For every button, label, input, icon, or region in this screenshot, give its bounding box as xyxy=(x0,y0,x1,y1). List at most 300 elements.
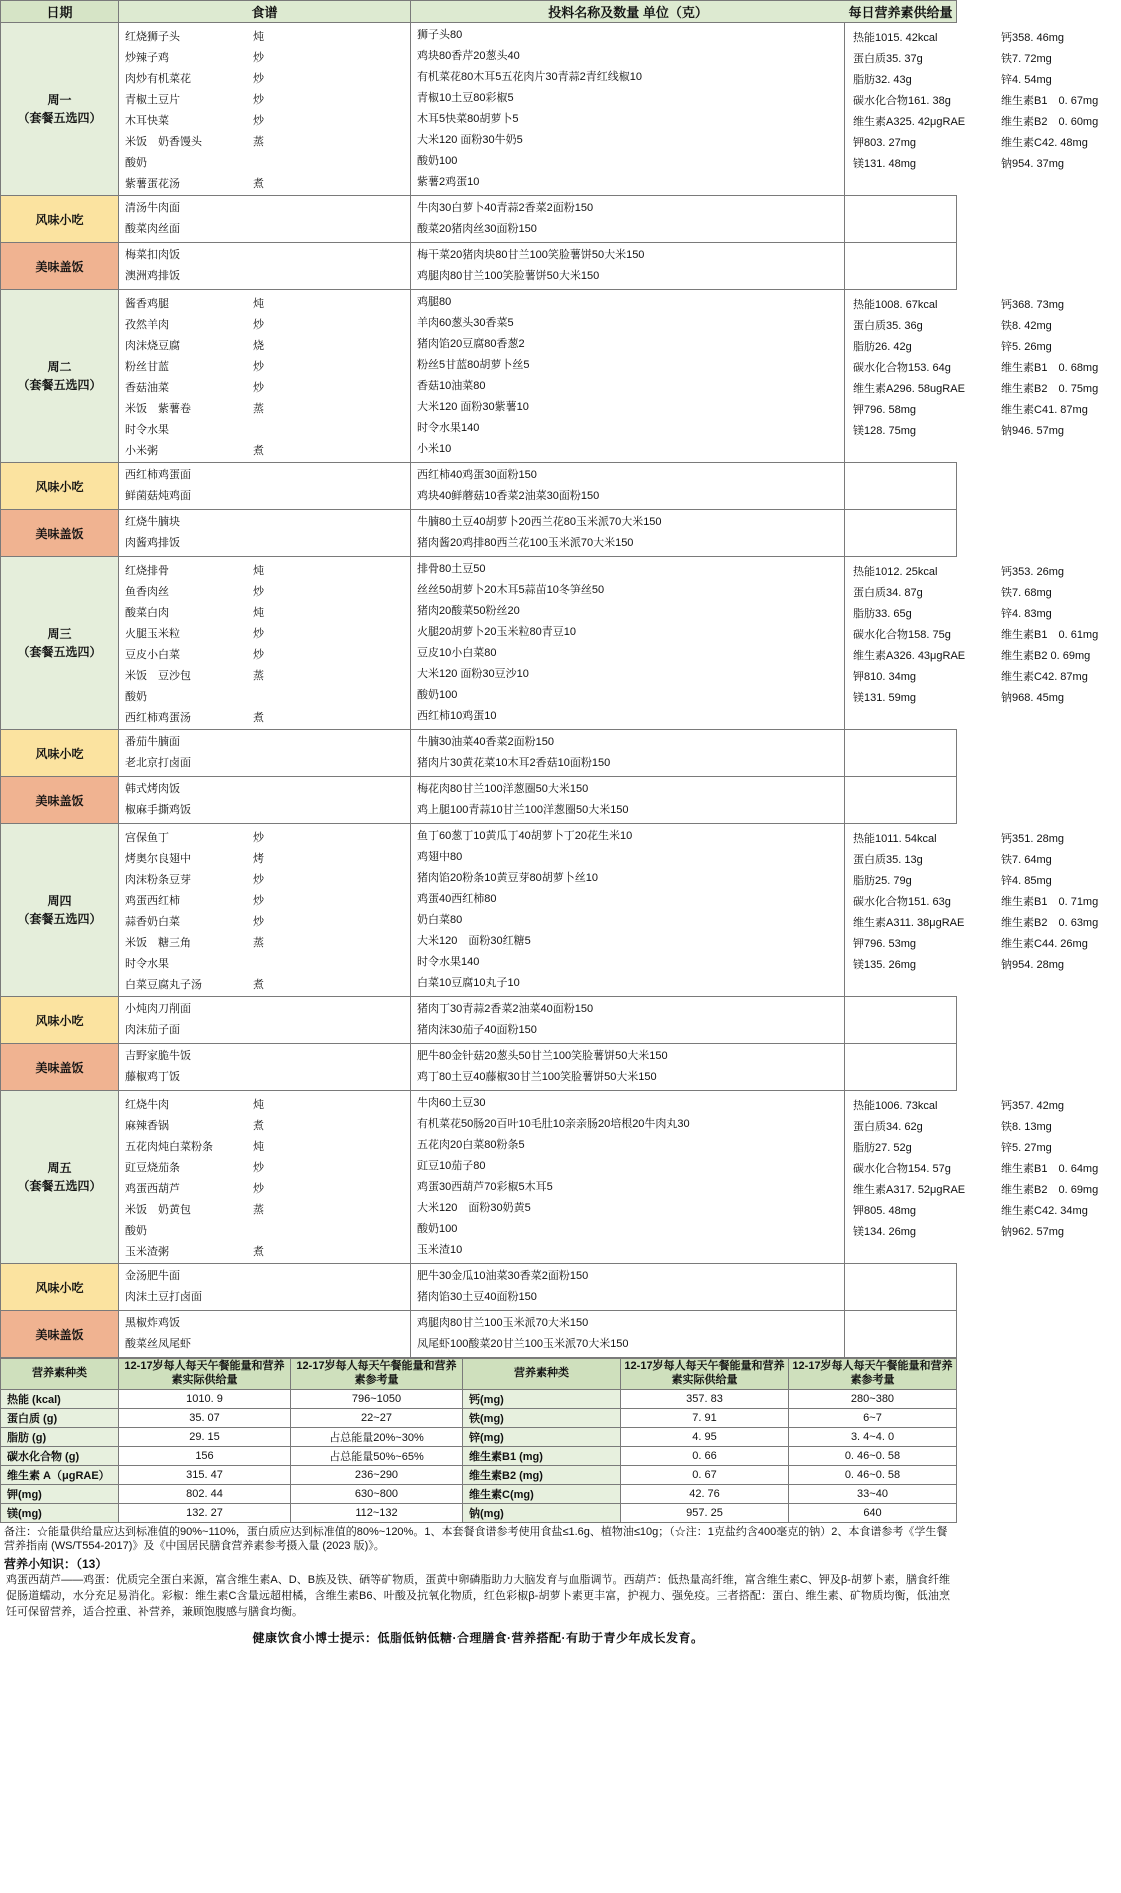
rice-bowl-ingredient-line: 肥牛80金针菇20葱头50甘兰100笑脸薯饼50大米150 xyxy=(417,1050,668,1062)
dish-item xyxy=(119,355,410,376)
nutrition-right: 维生素C42. 48mg xyxy=(1001,136,1088,149)
nutrition-right: 维生素B2 0. 63mg xyxy=(1001,916,1099,929)
rice-bowl-ingredients xyxy=(411,243,957,290)
menu-day-row xyxy=(1,824,957,997)
summary-row xyxy=(1,1446,957,1465)
nutrition-line xyxy=(853,335,1121,356)
rice-bowl-ingredient-line: 梅花肉80甘兰100洋葱圈50大米150 xyxy=(417,783,589,795)
nutrition-line xyxy=(853,293,1121,314)
dish-item xyxy=(119,397,410,418)
snack-ingredient-line: 牛肉30白萝卜40青蒜2香菜2面粉150 xyxy=(417,202,594,214)
nutrition-left: 维生素A325. 42μgRAE xyxy=(853,115,966,128)
nutrient-value: 42. 76 xyxy=(621,1484,789,1503)
ingredient-line: 鱼丁60葱丁10黄瓜丁40胡萝卜丁20花生米10 xyxy=(417,830,633,842)
dish-method: 炖 xyxy=(253,1098,264,1111)
dish-method: 炒 xyxy=(253,627,264,640)
nutrition-right: 维生素B2 0. 69mg xyxy=(1001,1183,1099,1196)
nutrition-right: 铁7. 64mg xyxy=(1001,853,1052,866)
snack-name: 番茄牛腩面 xyxy=(125,736,180,748)
nutrient-value: 112~132 xyxy=(291,1503,463,1522)
nutrition-right: 维生素B1 0. 64mg xyxy=(1001,1162,1099,1175)
nutrient-value: 3. 4~4. 0 xyxy=(789,1427,957,1446)
dish-name: 豇豆烧茄条 xyxy=(125,1161,180,1174)
header-nutrition: 每日营养素供给量 xyxy=(848,5,953,20)
nutrition-left: 蛋白质35. 36g xyxy=(853,319,923,332)
nutrition-right: 钠954. 37mg xyxy=(1001,157,1064,170)
ingredient-line: 五花肉20白菜80粉条5 xyxy=(417,1139,525,1151)
dish-item xyxy=(119,88,410,109)
dish-name: 粉丝甘蓝 xyxy=(125,360,169,373)
header-menu: 食谱 xyxy=(119,1,411,23)
dish-item xyxy=(119,109,410,130)
nutrient-value: 0. 46~0. 58 xyxy=(789,1446,957,1465)
snack-ingredient-line: 鸡块40鲜蘑菇10香菜2油菜30面粉150 xyxy=(417,490,600,502)
nutrition-right: 锌5. 26mg xyxy=(1001,340,1052,353)
nutrition-right: 维生素B1 0. 61mg xyxy=(1001,628,1099,641)
dish-item xyxy=(119,1114,410,1135)
dish-name: 红烧牛肉 xyxy=(125,1098,169,1111)
dish-method: 炒 xyxy=(253,915,264,928)
ingredient-line: 酸奶100 xyxy=(417,155,458,167)
snack-ingredient-line: 猪肉片30黄花菜10木耳2香菇10面粉150 xyxy=(417,757,611,769)
nutrient-value: 796~1050 xyxy=(291,1389,463,1408)
dish-method: 炒 xyxy=(253,114,264,127)
dish-name: 青椒土豆片 xyxy=(125,93,180,106)
ingredient-line: 时令水果140 xyxy=(417,956,480,968)
dish-item xyxy=(119,664,410,685)
nutrition-line xyxy=(853,1220,1121,1241)
nutrition-left: 蛋白质35. 37g xyxy=(853,52,923,65)
ingredient-line: 白菜10豆腐10丸子10 xyxy=(417,977,520,989)
ingredient-line: 大米120 面粉30豆沙10 xyxy=(417,668,529,680)
dish-item xyxy=(119,706,410,727)
summary-row xyxy=(1,1503,957,1522)
rice-bowl-ingredient-line: 猪肉酱20鸡排80西兰花100玉米派70大米150 xyxy=(417,537,634,549)
ingredient-line: 丝丝50胡萝卜20木耳5蒜苗10冬笋丝50 xyxy=(417,584,605,596)
dish-method: 炖 xyxy=(253,564,264,577)
dish-item xyxy=(119,931,410,952)
nutrition-right: 钠968. 45mg xyxy=(1001,691,1064,704)
ingredient-line: 猪肉馅20粉条10黄豆芽80胡萝卜丝10 xyxy=(417,872,598,884)
nutrient-value: 6~7 xyxy=(789,1408,957,1427)
nutrient-name: 钙(mg) xyxy=(463,1389,621,1408)
nutrient-name: 维生素B1 (mg) xyxy=(463,1446,621,1465)
dish-name: 鸡蛋西葫芦 xyxy=(125,1182,180,1195)
ingredients-and-nutrition xyxy=(411,1091,1099,1264)
dish-method: 炖 xyxy=(253,1140,264,1153)
ingredient-line: 羊肉60葱头30香菜5 xyxy=(417,317,514,329)
snack-label: 风味小吃 xyxy=(1,196,119,243)
nutrition-line xyxy=(853,581,1121,602)
dish-name: 时令水果 xyxy=(125,423,169,436)
ingredient-line: 青椒10土豆80彩椒5 xyxy=(417,92,514,104)
summary-header-row xyxy=(1,1359,957,1390)
nutrition-left: 脂肪25. 79g xyxy=(853,874,912,887)
ingredient-line: 粉丝5甘蓝80胡萝卜丝5 xyxy=(417,359,530,371)
nutrition-right: 钠962. 57mg xyxy=(1001,1225,1064,1238)
ingredient-line: 奶白菜80 xyxy=(417,914,463,926)
nutrient-value: 0. 67 xyxy=(621,1465,789,1484)
rice-bowl-name: 肉酱鸡排饭 xyxy=(125,537,180,549)
dish-method: 炖 xyxy=(253,606,264,619)
dish-item xyxy=(119,67,410,88)
nutrition-line xyxy=(853,623,1121,644)
dish-name: 酸奶 xyxy=(125,690,147,703)
rice-bowl-ingredient-line: 梅干菜20猪肉块80甘兰100笑脸薯饼50大米150 xyxy=(417,249,645,261)
summary-row xyxy=(1,1427,957,1446)
rice-bowl-name: 吉野家脆牛饭 xyxy=(125,1050,191,1062)
dish-item xyxy=(119,826,410,847)
snack-name-list xyxy=(119,196,411,243)
dish-item xyxy=(119,151,410,172)
ingredient-line: 火腿20胡萝卜20玉米粒80青豆10 xyxy=(417,626,576,638)
ingredient-line: 有机菜花80木耳5五花肉片30青蒜2青红线椒10 xyxy=(417,71,642,83)
dish-list xyxy=(119,290,411,463)
dish-item xyxy=(119,643,410,664)
day-label: 周二 （套餐五选四） xyxy=(1,290,119,463)
nutrition-left: 脂肪32. 43g xyxy=(853,73,912,86)
rice-bowl-label: 美味盖饭 xyxy=(1,1311,119,1358)
nutrient-value: 315. 47 xyxy=(119,1465,291,1484)
snack-ingredients xyxy=(411,1264,957,1311)
dish-method: 蒸 xyxy=(253,1203,264,1216)
dish-method: 炒 xyxy=(253,381,264,394)
knowledge-title: 营养小知识：（13） xyxy=(4,1557,108,1572)
rice-bowl-ingredient-line: 鸡丁80土豆40藤椒30甘兰100笑脸薯饼50大米150 xyxy=(417,1071,657,1083)
nutrition-line xyxy=(853,398,1121,419)
nutrition-right: 维生素C41. 87mg xyxy=(1001,403,1088,416)
ingredient-line: 酸奶100 xyxy=(417,689,458,701)
nutrition-line xyxy=(853,47,1121,68)
summary-header-cell: 12-17岁每人每天午餐能量和营养素参考量 xyxy=(291,1359,463,1390)
nutrition-line xyxy=(853,644,1121,665)
dish-item xyxy=(119,313,410,334)
ingredient-line: 狮子头80 xyxy=(417,29,463,41)
dish-method: 炒 xyxy=(253,72,264,85)
nutrition-summary-table xyxy=(0,1358,957,1523)
dish-method: 蒸 xyxy=(253,402,264,415)
nutrient-name: 铁(mg) xyxy=(463,1408,621,1427)
dish-name: 米饭 奶香馒头 xyxy=(125,135,202,148)
nutrient-value: 357. 83 xyxy=(621,1389,789,1408)
dish-name: 玉米渣粥 xyxy=(125,1245,169,1258)
nutrient-value: 22~27 xyxy=(291,1408,463,1427)
menu-day-row xyxy=(1,557,957,730)
nutrition-line xyxy=(853,1094,1121,1115)
dish-name: 肉炒有机菜花 xyxy=(125,72,191,85)
dish-method: 炒 xyxy=(253,585,264,598)
dish-item xyxy=(119,439,410,460)
nutrition-right: 锌4. 85mg xyxy=(1001,874,1052,887)
dish-method: 蒸 xyxy=(253,135,264,148)
nutrition-left: 热能1011. 54kcal xyxy=(853,832,937,845)
dish-item xyxy=(119,580,410,601)
nutrition-line xyxy=(853,953,1121,974)
snack-ingredients xyxy=(411,463,957,510)
dish-method: 蒸 xyxy=(253,936,264,949)
nutrition-left: 碳水化合物161. 38g xyxy=(853,94,951,107)
ingredients-and-nutrition xyxy=(411,23,1099,196)
summary-header-cell: 12-17岁每人每天午餐能量和营养素实际供给量 xyxy=(621,1359,789,1390)
dish-method: 煮 xyxy=(253,978,264,991)
rice-bowl-name: 酸菜丝凤尾虾 xyxy=(125,1338,191,1350)
menu-day-row xyxy=(1,1091,957,1264)
nutrition-left: 热能1015. 42kcal xyxy=(853,31,938,44)
nutrition-left: 蛋白质34. 87g xyxy=(853,586,923,599)
nutrition-line xyxy=(853,560,1121,581)
nutrition-line xyxy=(853,356,1121,377)
nutrient-name: 维生素C(mg) xyxy=(463,1484,621,1503)
ingredient-line: 大米120 面粉30紫薯10 xyxy=(417,401,529,413)
dish-item xyxy=(119,868,410,889)
ingredients-and-nutrition xyxy=(411,557,1099,730)
dish-method: 炒 xyxy=(253,894,264,907)
nutrient-value: 0. 66 xyxy=(621,1446,789,1465)
dish-method: 蒸 xyxy=(253,669,264,682)
ingredient-line: 木耳5快菜80胡萝卜5 xyxy=(417,113,519,125)
ingredient-line: 紫薯2鸡蛋10 xyxy=(417,176,480,188)
ingredient-line: 时令水果140 xyxy=(417,422,480,434)
nutrition-left: 蛋白质34. 62g xyxy=(853,1120,923,1133)
footer-tip: 健康饮食小博士提示：低脂低钠低糖·合理膳食·营养搭配·有助于青少年成长发育。 xyxy=(252,1631,704,1645)
nutrition-left: 钾803. 27mg xyxy=(853,136,916,149)
nutrition-line xyxy=(853,932,1121,953)
rice-bowl-row xyxy=(1,1044,957,1091)
nutrition-left: 维生素A311. 38μgRAE xyxy=(853,916,965,929)
dish-item xyxy=(119,910,410,931)
dish-name: 红烧排骨 xyxy=(125,564,169,577)
nutrition-right: 钠954. 28mg xyxy=(1001,958,1064,971)
rice-bowl-name: 梅菜扣肉饭 xyxy=(125,249,180,261)
rice-bowl-row xyxy=(1,1311,957,1358)
dish-method: 炒 xyxy=(253,318,264,331)
snack-name: 金汤肥牛面 xyxy=(125,1270,180,1282)
ingredient-line: 鸡块80香芹20葱头40 xyxy=(417,50,520,62)
snack-ingredient-line: 猪肉馅30土豆40面粉150 xyxy=(417,1291,537,1303)
nutrition-right: 维生素B1 0. 68mg xyxy=(1001,361,1099,374)
dish-item xyxy=(119,1093,410,1114)
rice-bowl-ingredients xyxy=(411,777,957,824)
dish-item xyxy=(119,1240,410,1261)
rice-bowl-ingredient-line: 鸡上腿100青蒜10甘兰100洋葱圈50大米150 xyxy=(417,804,629,816)
day-label: 周三 （套餐五选四） xyxy=(1,557,119,730)
dish-item xyxy=(119,334,410,355)
dish-method: 煮 xyxy=(253,177,264,190)
nutrition-left: 碳水化合物158. 75g xyxy=(853,628,951,641)
menu-day-row xyxy=(1,23,957,196)
dish-item xyxy=(119,25,410,46)
nutrition-left: 碳水化合物151. 63g xyxy=(853,895,951,908)
dish-item xyxy=(119,1177,410,1198)
nutrition-line xyxy=(853,1157,1121,1178)
dish-name: 白菜豆腐丸子汤 xyxy=(125,978,202,991)
snack-ingredient-line: 酸菜20猪肉丝30面粉150 xyxy=(417,223,537,235)
nutrient-value: 630~800 xyxy=(291,1484,463,1503)
nutrition-left: 镁131. 59mg xyxy=(853,691,916,704)
ingredient-line: 牛肉60土豆30 xyxy=(417,1097,486,1109)
nutrition-line xyxy=(853,377,1121,398)
dish-item xyxy=(119,1156,410,1177)
rice-bowl-name-list xyxy=(119,1044,411,1091)
dish-name: 宫保鱼丁 xyxy=(125,831,169,844)
nutrient-name: 热能 (kcal) xyxy=(1,1389,119,1408)
nutrient-value: 7. 91 xyxy=(621,1408,789,1427)
nutrition-right: 铁7. 68mg xyxy=(1001,586,1052,599)
dish-method: 炒 xyxy=(253,1161,264,1174)
nutrition-left: 热能1012. 25kcal xyxy=(853,565,938,578)
dish-method: 煮 xyxy=(253,444,264,457)
snack-name: 鲜菌菇炖鸡面 xyxy=(125,490,191,502)
nutrition-line xyxy=(853,152,1121,173)
nutrition-line xyxy=(853,1136,1121,1157)
nutrition-right: 维生素B2 0. 75mg xyxy=(1001,382,1099,395)
day-label: 周四 （套餐五选四） xyxy=(1,824,119,997)
nutrition-left: 蛋白质35. 13g xyxy=(853,853,923,866)
dish-name: 西红柿鸡蛋汤 xyxy=(125,711,191,724)
ingredient-line: 鸡蛋30西葫芦70彩椒5木耳5 xyxy=(417,1181,553,1193)
dish-name: 酸菜白肉 xyxy=(125,606,169,619)
nutrition-left: 热能1006. 73kcal xyxy=(853,1099,938,1112)
nutrient-name: 维生素B2 (mg) xyxy=(463,1465,621,1484)
nutrient-value: 957. 25 xyxy=(621,1503,789,1522)
nutrition-line xyxy=(853,911,1121,932)
nutrition-right: 维生素B2 0. 69mg xyxy=(1001,649,1091,662)
rice-bowl-ingredient-line: 鸡腿肉80甘兰100玉米派70大米150 xyxy=(417,1317,589,1329)
nutrition-left: 钾796. 58mg xyxy=(853,403,916,416)
dish-method: 烧 xyxy=(253,339,264,352)
ingredient-line: 鸡翅中80 xyxy=(417,851,463,863)
rice-bowl-name-list xyxy=(119,777,411,824)
dish-method: 炖 xyxy=(253,30,264,43)
nutrition-left: 钾810. 34mg xyxy=(853,670,916,683)
dish-method: 煮 xyxy=(253,1119,264,1132)
nutrition-line xyxy=(853,1115,1121,1136)
dish-method: 炒 xyxy=(253,831,264,844)
summary-row xyxy=(1,1408,957,1427)
dish-name: 时令水果 xyxy=(125,957,169,970)
rice-bowl-name: 藤椒鸡丁饭 xyxy=(125,1071,180,1083)
dish-name: 麻辣香锅 xyxy=(125,1119,169,1132)
nutrition-left: 热能1008. 67kcal xyxy=(853,298,938,311)
nutrition-left: 镁134. 26mg xyxy=(853,1225,916,1238)
summary-header-cell: 12-17岁每人每天午餐能量和营养素实际供给量 xyxy=(119,1359,291,1390)
snack-name-list xyxy=(119,463,411,510)
summary-header-cell: 营养素种类 xyxy=(1,1359,119,1390)
dish-method: 炒 xyxy=(253,1182,264,1195)
nutrition-right: 锌4. 83mg xyxy=(1001,607,1052,620)
snack-ingredients xyxy=(411,196,957,243)
rice-bowl-name: 澳洲鸡排饭 xyxy=(125,270,180,282)
rice-bowl-row xyxy=(1,777,957,824)
nutrition-right: 维生素B1 0. 67mg xyxy=(1001,94,1099,107)
dish-name: 蒜香奶白菜 xyxy=(125,915,180,928)
nutrition-right: 钙358. 46mg xyxy=(1001,31,1064,44)
dish-name: 酱香鸡腿 xyxy=(125,297,169,310)
dish-item xyxy=(119,376,410,397)
knowledge-body: 鸡蛋西葫芦——鸡蛋：优质完全蛋白来源，富含维生素A、D、B族及铁、硒等矿物质，蛋黄中卵磷脂助力大脑发育与血脂调节。西葫芦：低热量高纤维，富含维生素C、钾及β-胡萝卜素，膳食纤维促肠道蠕动，水分充足易消化。彩椒：维生素C含量远超柑橘，含维生素B6、叶酸及抗氧化物质，红色彩椒β-胡萝卜素更丰富，护视力、强免疫。三者搭配：蛋白、维生素、矿物质均衡，低油烹饪可保留营养，适合控重、补营养，兼顾饱腹感与膳食均衡。 xyxy=(6,1574,950,1619)
ingredient-line: 豆皮10小白菜80 xyxy=(417,647,497,659)
nutrition-left: 脂肪33. 65g xyxy=(853,607,912,620)
nutrition-left: 维生素A326. 43μgRAE xyxy=(853,649,966,662)
nutrient-name: 维生素 A（μgRAE） xyxy=(1,1465,119,1484)
snack-name: 老北京打卤面 xyxy=(125,757,191,769)
snack-ingredient-line: 牛腩30油菜40香菜2面粉150 xyxy=(417,736,554,748)
dish-item xyxy=(119,172,410,193)
rice-bowl-ingredient-line: 凤尾虾100酸菜20甘兰100玉米派70大米150 xyxy=(417,1338,629,1350)
dish-item xyxy=(119,601,410,622)
dish-list xyxy=(119,23,411,196)
dish-item xyxy=(119,1198,410,1219)
snack-row xyxy=(1,196,957,243)
dish-name: 豆皮小白菜 xyxy=(125,648,180,661)
nutrition-right: 钠946. 57mg xyxy=(1001,424,1064,437)
dish-item xyxy=(119,559,410,580)
nutrition-line xyxy=(853,26,1121,47)
snack-row xyxy=(1,997,957,1044)
snack-name: 西红柿鸡蛋面 xyxy=(125,469,191,481)
nutrition-left: 脂肪26. 42g xyxy=(853,340,912,353)
rice-bowl-row xyxy=(1,510,957,557)
nutrition-left: 镁135. 26mg xyxy=(853,958,916,971)
nutrient-name: 锌(mg) xyxy=(463,1427,621,1446)
nutrition-right: 钙357. 42mg xyxy=(1001,1099,1064,1112)
dish-method: 炒 xyxy=(253,648,264,661)
nutrient-value: 156 xyxy=(119,1446,291,1465)
snack-name: 酸菜肉丝面 xyxy=(125,223,180,235)
nutrition-left: 钾796. 53mg xyxy=(853,937,916,950)
dish-name: 木耳快菜 xyxy=(125,114,169,127)
nutrient-name: 钾(mg) xyxy=(1,1484,119,1503)
ingredient-line: 西红柿10鸡蛋10 xyxy=(417,710,497,722)
dish-list xyxy=(119,1091,411,1264)
header-ingredients: 投料名称及数量 单位（克） xyxy=(548,5,708,20)
nutrition-right: 铁8. 42mg xyxy=(1001,319,1052,332)
nutrition-line xyxy=(853,827,1121,848)
nutrient-name: 碳水化合物 (g) xyxy=(1,1446,119,1465)
nutrition-left: 碳水化合物154. 57g xyxy=(853,1162,951,1175)
nutrition-line xyxy=(853,131,1121,152)
table-header-row xyxy=(1,1,957,23)
ingredient-line: 香菇10油菜80 xyxy=(417,380,486,392)
dish-item xyxy=(119,46,410,67)
snack-ingredient-line: 猪肉沫30茄子40面粉150 xyxy=(417,1024,537,1036)
dish-name: 米饭 奶黄包 xyxy=(125,1203,191,1216)
dish-list xyxy=(119,557,411,730)
day-label: 周五 （套餐五选四） xyxy=(1,1091,119,1264)
dish-method: 炒 xyxy=(253,360,264,373)
dish-item xyxy=(119,685,410,706)
ingredient-line: 排骨80土豆50 xyxy=(417,563,486,575)
nutrition-line xyxy=(853,110,1121,131)
nutrition-line xyxy=(853,1178,1121,1199)
dish-item xyxy=(119,292,410,313)
nutrition-left: 脂肪27. 52g xyxy=(853,1141,912,1154)
rice-bowl-row xyxy=(1,243,957,290)
nutrient-name: 蛋白质 (g) xyxy=(1,1408,119,1427)
summary-header-cell: 12-17岁每人每天午餐能量和营养素参考量 xyxy=(789,1359,957,1390)
nutrient-value: 280~380 xyxy=(789,1389,957,1408)
nutrition-left: 维生素A296. 58ugRAE xyxy=(853,382,965,395)
ingredients-and-nutrition xyxy=(411,824,1099,997)
footnote: 备注：☆能量供给量应达到标准值的90%~110%，蛋白质应达到标准值的80%~120%。1、本套餐食谱参考使用食盐≤1.6g、植物油≤10g；（☆注：1克盐约含400毫克的钠）2、本食谱参考《学生餐营养指南 (WS/T554-2017)》及《中国居民膳食营养素参考摄入量 (2023 版)》。 xyxy=(4,1525,948,1553)
snack-name: 清汤牛肉面 xyxy=(125,202,180,214)
snack-ingredients xyxy=(411,730,957,777)
rice-bowl-label: 美味盖饭 xyxy=(1,1044,119,1091)
rice-bowl-name: 韩式烤肉饭 xyxy=(125,783,180,795)
snack-row xyxy=(1,730,957,777)
snack-ingredients xyxy=(411,997,957,1044)
dish-list xyxy=(119,824,411,997)
